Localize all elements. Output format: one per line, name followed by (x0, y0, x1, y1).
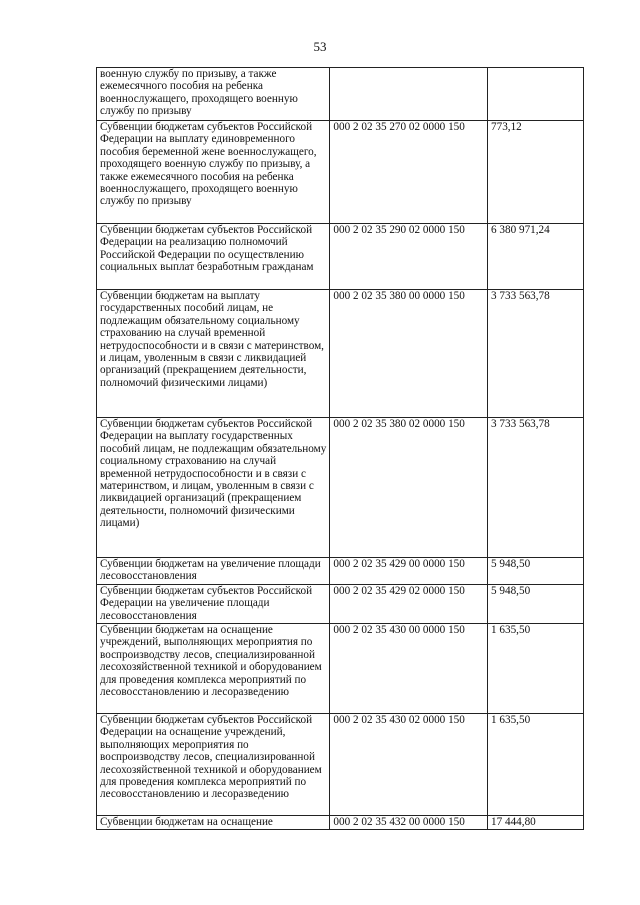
page-number: 53 (313, 39, 327, 54)
row-code: 000 2 02 35 270 02 0000 150 (330, 121, 488, 224)
table-row (97, 714, 584, 816)
row-amount: 5 948,50 (488, 558, 584, 585)
table-row (97, 585, 584, 624)
row-name: военную службу по призыву, а также ежемесячного пособия на ребенка военнослужащего, проходящего военную службу по призыву (97, 68, 330, 121)
row-amount: 1 635,50 (488, 714, 584, 816)
row-code: 000 2 02 35 290 02 0000 150 (330, 224, 488, 290)
row-name: Субвенции бюджетам на выплату государственных пособий лицам, не подлежащим обязательному социальному страхованию на случай временной нетрудоспособности и в связи с материнством, и лицам, уволенным в связи с ликвидацией организаций (прекращением деятельности, полномочий физическими лицами) (97, 290, 330, 418)
budget-table (96, 67, 584, 830)
row-code: 000 2 02 35 380 00 0000 150 (330, 290, 488, 418)
row-name: Субвенции бюджетам на оснащение (97, 816, 330, 830)
row-code: 000 2 02 35 429 02 0000 150 (330, 585, 488, 624)
table-row (97, 816, 584, 830)
row-code: 000 2 02 35 432 00 0000 150 (330, 816, 488, 830)
row-amount (488, 68, 584, 121)
row-code: 000 2 02 35 380 02 0000 150 (330, 418, 488, 558)
row-name: Субвенции бюджетам субъектов Российской Федерации на оснащение учреждений, выполняющих мероприятия по воспроизводству лесов, специализированной лесохозяйственной техникой и оборудованием для проведения комплекса мероприятий по лесовосстановлению и лесоразведению (97, 714, 330, 816)
row-code: 000 2 02 35 429 00 0000 150 (330, 558, 488, 585)
row-name: Субвенции бюджетам субъектов Российской Федерации на реализацию полномочий Российской Федерации по осуществлению социальных выплат безработным гражданам (97, 224, 330, 290)
row-name: Субвенции бюджетам на увеличение площади лесовосстановления (97, 558, 330, 585)
row-name: Субвенции бюджетам субъектов Российской Федерации на увеличение площади лесовосстановления (97, 585, 330, 624)
table-row (97, 121, 584, 224)
row-amount: 773,12 (488, 121, 584, 224)
row-amount: 3 733 563,78 (488, 418, 584, 558)
table-row (97, 624, 584, 714)
table-row (97, 558, 584, 585)
row-amount: 1 635,50 (488, 624, 584, 714)
row-name: Субвенции бюджетам субъектов Российской Федерации на выплату государственных пособий лицам, не подлежащим обязательному социальному страхованию на случай временной нетрудоспособности и в связи с материнством, и лицам, уволенным в связи с ликвидацией организаций (прекращением деятельности, полномочий физическими лицами) (97, 418, 330, 558)
row-name: Субвенции бюджетам субъектов Российской Федерации на выплату единовременного пособия беременной жене военнослужащего, проходящего военную службу по призыву, а также ежемесячного пособия на ребенка военнослужащего, проходящего военную службу по призыву (97, 121, 330, 224)
row-amount: 17 444,80 (488, 816, 584, 830)
row-code (330, 68, 488, 121)
table-row (97, 68, 584, 121)
table-row (97, 290, 584, 418)
table-row (97, 418, 584, 558)
row-code: 000 2 02 35 430 02 0000 150 (330, 714, 488, 816)
row-code: 000 2 02 35 430 00 0000 150 (330, 624, 488, 714)
row-amount: 3 733 563,78 (488, 290, 584, 418)
row-name: Субвенции бюджетам на оснащение учреждений, выполняющих мероприятия по воспроизводству лесов, специализированной лесохозяйственной техникой и оборудованием для проведения комплекса мероприятий по лесовосстановлению и лесоразведению (97, 624, 330, 714)
row-amount: 6 380 971,24 (488, 224, 584, 290)
row-amount: 5 948,50 (488, 585, 584, 624)
table-row (97, 224, 584, 290)
